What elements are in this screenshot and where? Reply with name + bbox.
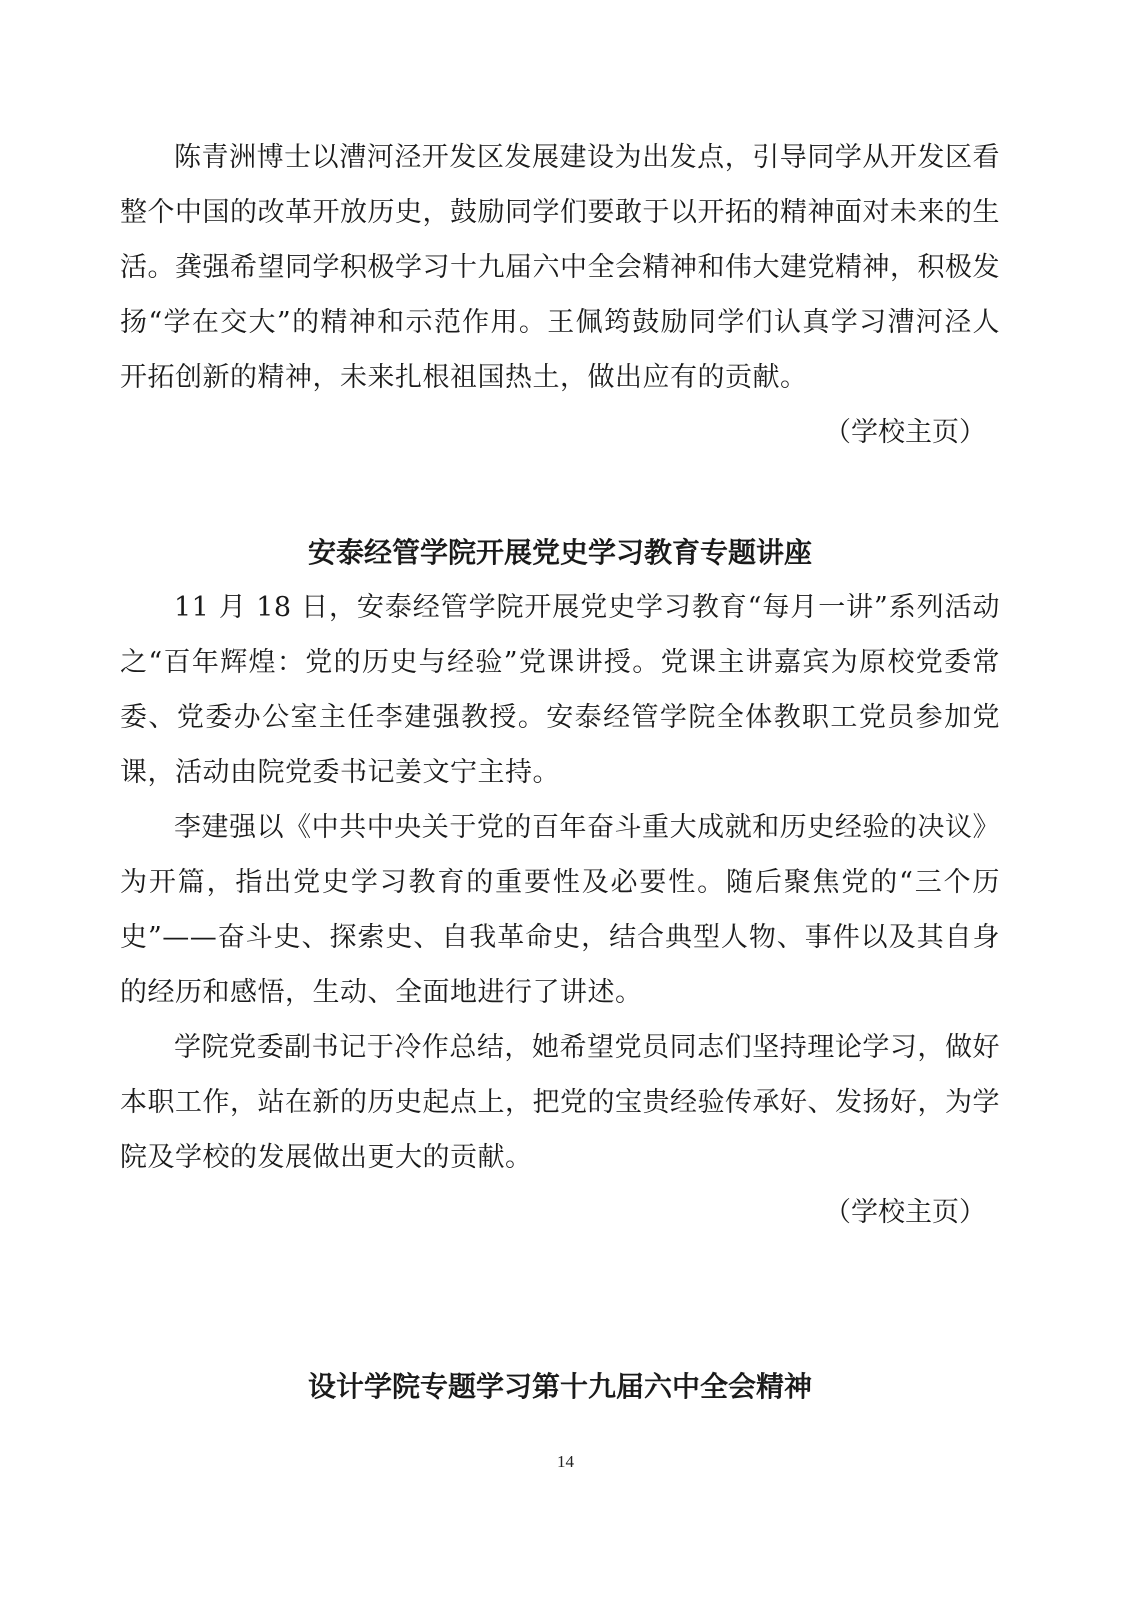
intro-paragraph-1: 陈青洲博士以漕河泾开发区发展建设为出发点，引导同学从开发区看整个中国的改革开放历史，鼓励同学们要敢于以开拓的精神面对未来的生活。龚强希望同学积极学习十九届六中全会精神和伟大建党精神，积极发扬“学在交大”的精神和示范作用。王佩筠鼓励同学们认真学习漕河泾人开拓创新的精神，未来扎根祖国热土，做出应有的贡献。 [120,142,1000,393]
design-article-title: 设计学院专题学习第十九届六中全会精神 [307,1370,812,1403]
section-spacer [120,460,1000,525]
antai-source: （学校主页） [824,1197,986,1228]
section-spacer [120,1240,1000,1359]
page-content [120,130,1000,1414]
page-number: 14 [557,1452,574,1471]
intro-source: （学校主页） [824,417,986,448]
antai-paragraph-2: 李建强以《中共中央关于党的百年奋斗重大成就和历史经验的决议》为开篇，指出党史学习教育的重要性及必要性。随后聚焦党的“三个历史”——奋斗史、探索史、自我革命史，结合典型人物、事件以及其自身的经历和感悟，生动、全面地进行了讲述。 [120,812,1000,1008]
antai-paragraph-1: 11 月 18 日，安泰经管学院开展党史学习教育“每月一讲”系列活动之“百年辉煌：党的历史与经验”党课讲授。党课主讲嘉宾为原校党委常委、党委办公室主任李建强教授。安泰经管学院全体教职工党员参加党课，活动由院党委书记姜文宁主持。 [120,592,1000,788]
antai-paragraph-3: 学院党委副书记于冷作总结，她希望党员同志们坚持理论学习，做好本职工作，站在新的历史起点上，把党的宝贵经验传承好、发扬好，为学院及学校的发展做出更大的贡献。 [120,1032,1000,1173]
antai-article-title: 安泰经管学院开展党史学习教育专题讲座 [307,536,812,569]
